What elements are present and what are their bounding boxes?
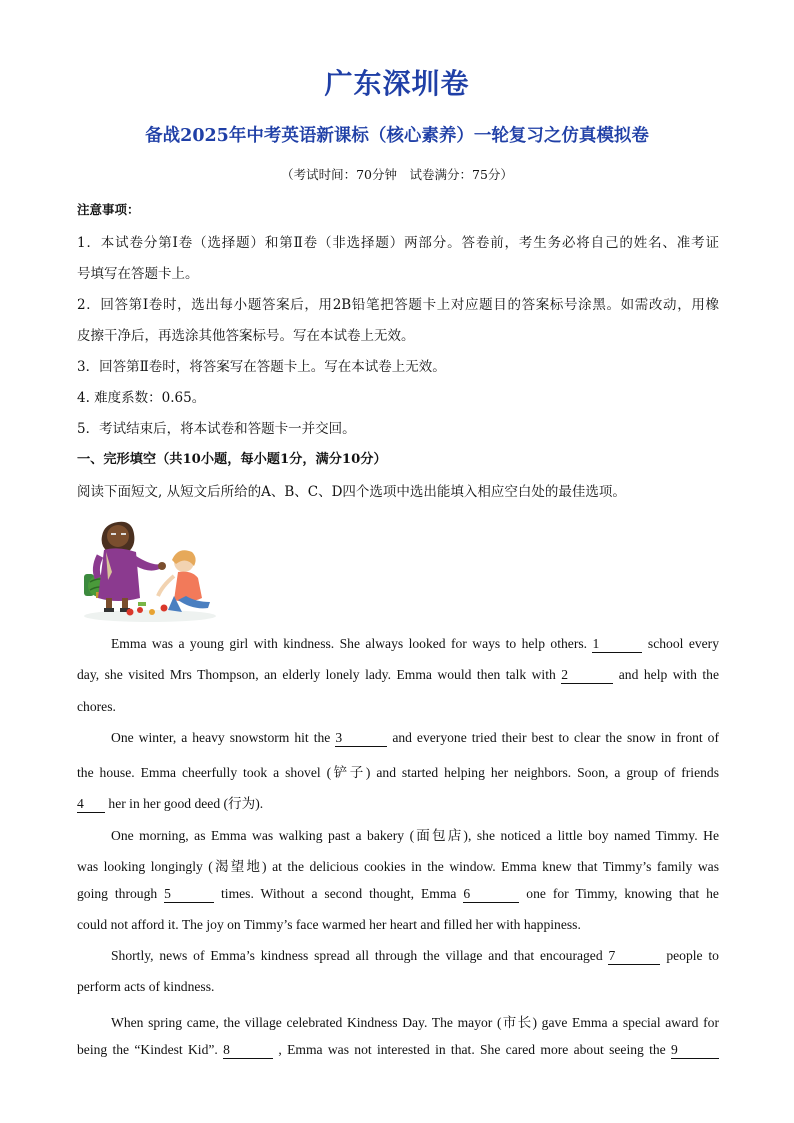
blank-3[interactable]: 3 [335, 731, 387, 747]
passage-text: people to [666, 948, 719, 963]
passage-line-14 [77, 1042, 719, 1059]
passage-line-8: was looking longingly (渴望地) at the delicious cookies in the window. Emma knew that Timmy’s family was [77, 859, 719, 874]
passage-text: Shortly, news of Emma’s kindness spread all through the village and that encouraged [111, 948, 603, 963]
passage-text: school every [647, 636, 720, 651]
section-heading: 一、完形填空（共10小题，每小题1分，满分10分） [77, 452, 387, 467]
note-item-5: 5．考试结束后，将本试卷和答题卡一并交回。 [77, 421, 356, 437]
blank-5[interactable]: 5 [164, 887, 214, 903]
passage-text: , Emma was not interested in that. She cared more about seeing the [278, 1042, 666, 1057]
passage-line-7: One morning, as Emma was walking past a bakery (面包店), she noticed a little boy named Timmy. He [111, 828, 719, 843]
blank-7[interactable]: 7 [608, 949, 660, 965]
passage-text: day, she visited Mrs Thompson, an elderly lonely lady. Emma would then talk with [77, 667, 556, 682]
passage-line-9 [77, 886, 719, 903]
passage-text: and everyone tried their best to clear the snow in front of [392, 730, 720, 745]
blank-2[interactable]: 2 [561, 668, 613, 684]
story-illustration [78, 506, 222, 624]
passage-line-4 [111, 730, 719, 747]
passage-line-10: could not afford it. The joy on Timmy’s face warmed her heart and filled her with happiness. [77, 917, 581, 932]
passage-line-11 [111, 948, 719, 965]
passage-text: Emma was a young girl with kindness. She always looked for ways to help others. [111, 636, 588, 651]
blank-4[interactable]: 4 [77, 797, 105, 813]
passage-text: one for Timmy, knowing that he [526, 886, 719, 901]
passage-text: times. Without a second thought, Emma [221, 886, 457, 901]
note-item-2-line-2: 皮擦干净后，再选涂其他答案标号。写在本试卷上无效。 [77, 328, 415, 344]
passage-text: going through [77, 886, 158, 901]
passage-text: One winter, a heavy snowstorm hit the [111, 730, 331, 745]
passage-text: being the “Kindest Kid”. [77, 1042, 218, 1057]
passage-text: her in her good deed (行为). [108, 796, 264, 811]
passage-line-12: perform acts of kindness. [77, 979, 215, 994]
passage-line-5: the house. Emma cheerfully took a shovel (铲子) and started helping her neighbors. Soon, a group of friends [77, 765, 719, 780]
passage-line-3: chores. [77, 699, 116, 714]
note-item-1-line-2: 号填写在答题卡上。 [77, 266, 199, 282]
note-item-4: 4. 难度系数：0.65。 [77, 390, 206, 406]
passage-line-13: When spring came, the village celebrated Kindness Day. The mayor (市长) gave Emma a special award for [111, 1015, 719, 1030]
note-item-1-line-1: 1．本试卷分第Ⅰ卷（选择题）和第Ⅱ卷（非选择题）两部分。答卷前，考生务必将自己的姓名、准考证 [77, 235, 719, 251]
note-item-3: 3．回答第Ⅱ卷时，将答案写在答题卡上。写在本试卷上无效。 [77, 359, 446, 375]
section-instruction: 阅读下面短文, 从短文后所给的A、B、C、D四个选项中选出能填入相应空白处的最佳选项。 [77, 484, 626, 500]
page-subtitle: 备战2025年中考英语新课标（核心素养）一轮复习之仿真模拟卷 [145, 126, 649, 146]
blank-8[interactable]: 8 [223, 1043, 273, 1059]
passage-line-6 [77, 792, 719, 813]
blank-1[interactable]: 1 [592, 637, 642, 653]
exam-info: （考试时间：70分钟 试卷满分：75分） [281, 167, 513, 182]
blank-6[interactable]: 6 [463, 887, 519, 903]
passage-text: and help with the [618, 667, 719, 682]
passage-line-2 [77, 667, 719, 684]
passage-line-1 [111, 636, 719, 653]
note-item-2-line-1: 2．回答第Ⅰ卷时，选出每小题答案后，用2B铅笔把答题卡上对应题目的答案标号涂黑。如需改动，用橡 [77, 297, 719, 313]
blank-9[interactable]: 9 [671, 1043, 719, 1059]
page-title: 广东深圳卷 [324, 67, 470, 100]
notes-heading: 注意事项： [77, 202, 140, 217]
